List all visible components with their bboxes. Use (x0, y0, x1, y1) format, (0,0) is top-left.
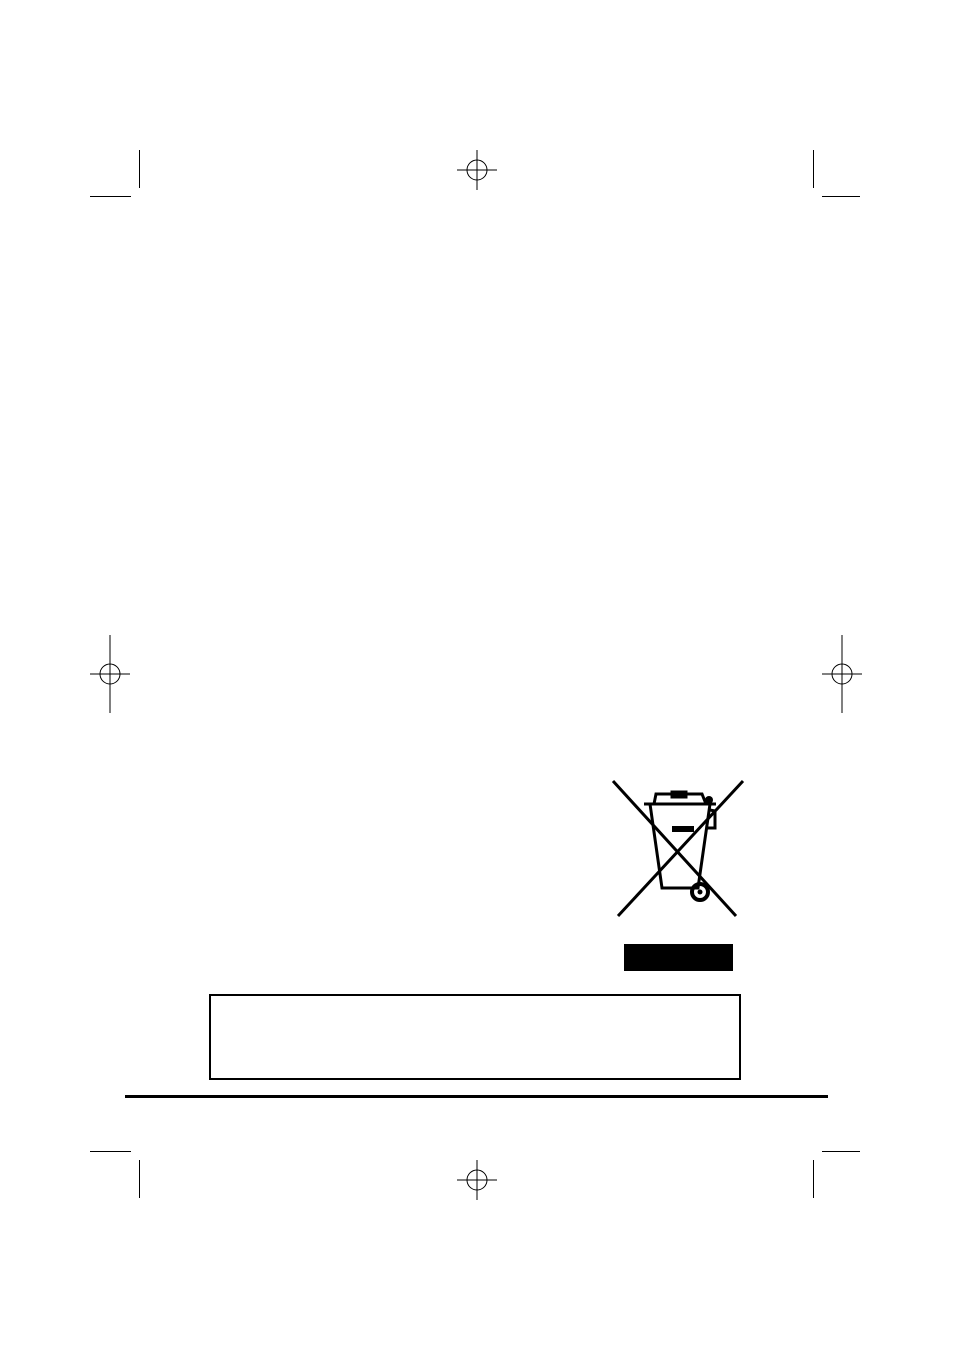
footer-rule (125, 1095, 828, 1098)
registration-mark-icon (457, 150, 497, 190)
notice-box (209, 994, 741, 1080)
registration-mark-icon (822, 635, 862, 713)
registration-mark-icon (90, 635, 130, 713)
crossed-bin-icon (610, 778, 746, 920)
registration-mark-icon (457, 1160, 497, 1200)
weee-black-bar (624, 944, 733, 971)
page-content (208, 262, 748, 272)
